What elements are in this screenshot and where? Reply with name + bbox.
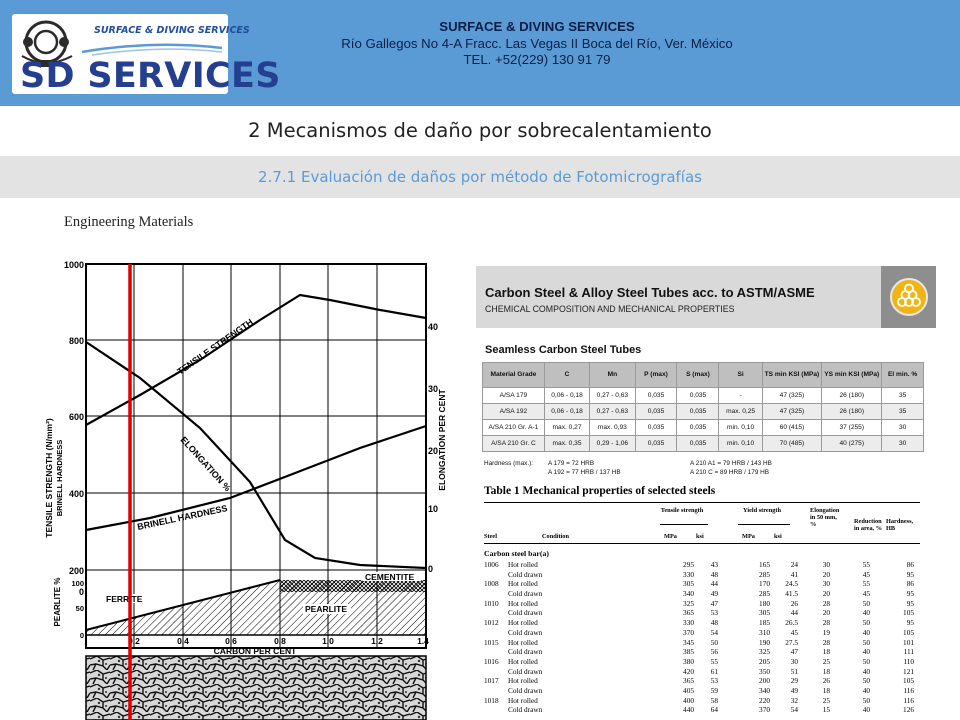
- table1-cell: 180: [759, 598, 770, 608]
- table1-row: [484, 705, 924, 715]
- table1-cell: 86: [906, 560, 914, 569]
- table1-cell: 95: [906, 598, 914, 608]
- x-tick: 0.4: [177, 636, 189, 646]
- left-tick: 0: [78, 587, 84, 597]
- table1-cell: 50: [862, 598, 870, 608]
- table1-cell: 200: [759, 676, 770, 686]
- table1-cell: 50: [862, 656, 870, 666]
- table1-cell: 1006: [484, 560, 499, 569]
- table1-cell: 305: [683, 579, 694, 589]
- table1-cell: 18: [822, 685, 830, 695]
- table1-header-rule: [484, 543, 920, 544]
- table1-cell: 330: [683, 569, 694, 579]
- table1-row: [484, 696, 924, 706]
- x-tick: 0.2: [128, 636, 140, 646]
- table1-cell: 365: [683, 608, 694, 618]
- table1-cell: 40: [862, 647, 870, 657]
- table1-cell: 15: [822, 705, 830, 715]
- page-subtitle: 2.7.1 Evaluación de daños por método de Fotomicrografías: [258, 168, 702, 186]
- table1-cell: 41: [790, 569, 798, 579]
- table1-cell: 28: [822, 618, 830, 628]
- astm-col-header: Si: [719, 363, 762, 388]
- pearlite-tick: 0: [79, 631, 84, 640]
- table1-cell: 26: [822, 676, 830, 686]
- astm-cell: 0,27 - 0,63: [590, 404, 635, 420]
- hardness-note: A 192 = 77 HRB / 137 HB: [548, 469, 621, 476]
- table1-cell: 50: [710, 637, 718, 647]
- hardness-notes-a: [548, 459, 621, 477]
- right-tick: 10: [428, 504, 439, 514]
- table1-cell: 64: [710, 705, 718, 715]
- table1-cell: 58: [710, 695, 718, 705]
- table1-cell: 116: [903, 685, 914, 695]
- table1-cell: Cold drawn: [508, 569, 543, 579]
- astm-cell: A/SA 210 Gr. A-1: [483, 420, 545, 436]
- table1-cell: 53: [710, 676, 718, 686]
- astm-col-header: S (max): [677, 363, 719, 388]
- table1-cell: Cold drawn: [508, 608, 543, 618]
- table1-cell: 30: [790, 656, 798, 666]
- table1-cell: Hot rolled: [508, 676, 538, 686]
- table1-cell: 126: [903, 705, 914, 715]
- astm-col-header: TS min KSI (MPa): [762, 363, 822, 388]
- table1-cell: 55: [710, 656, 718, 666]
- right-tick: 40: [428, 322, 439, 332]
- table1-cell: Hot rolled: [508, 598, 538, 608]
- x-tick: 0.6: [225, 636, 237, 646]
- table1-cell: 121: [903, 666, 914, 676]
- hardness-note: A 210 C = 89 HRB / 179 HB: [690, 469, 770, 476]
- astm-cell: A/SA 210 Gr. C: [483, 436, 545, 452]
- t1-head-hardness: Hardness, HB: [886, 518, 914, 532]
- table1-cell: 105: [903, 608, 914, 618]
- table1-cell: 95: [906, 569, 914, 579]
- astm-cell: 0,06 - 0,18: [544, 404, 589, 420]
- table1-cell: 25: [822, 695, 830, 705]
- table1-cell: 305: [759, 608, 770, 618]
- table1-cell: Cold drawn: [508, 685, 543, 695]
- t1-head-ksi2: ksi: [774, 533, 782, 540]
- table1-cell: Hot rolled: [508, 560, 538, 569]
- table1-cell: Cold drawn: [508, 647, 543, 657]
- table1-cell: 165: [759, 560, 770, 569]
- t1-head-yield: Yield strength: [743, 507, 781, 514]
- table1-row: [484, 618, 924, 628]
- x-tick: 0.8: [274, 636, 286, 646]
- table1-row: [484, 676, 924, 686]
- table1-cell: 420: [683, 666, 694, 676]
- spec-header: [476, 266, 936, 328]
- t1-tensile-rule: [660, 524, 708, 525]
- t1-head-elongation: Elongation in 50 mm, %: [810, 507, 840, 528]
- astm-cell: 70 (485): [762, 436, 822, 452]
- table1-cell: Cold drawn: [508, 589, 543, 599]
- table1-cell: 30: [822, 579, 830, 589]
- astm-cell: -: [719, 388, 762, 404]
- company-address: Río Gallegos No 4-A Fracc. Las Vegas II Boca del Río, Ver. México: [341, 35, 733, 51]
- astm-col-header: Mn: [590, 363, 635, 388]
- astm-cell: 0,035: [677, 436, 719, 452]
- table1-cell: 53: [710, 608, 718, 618]
- t1-head-condition: Condition: [542, 533, 569, 540]
- table1-row: [484, 560, 924, 570]
- astm-cell: 47 (325): [762, 404, 822, 420]
- table1-top-rule: [484, 502, 920, 503]
- logo-wordmark: SD SERVICES: [20, 56, 281, 96]
- astm-col-header: Material Grade: [483, 363, 545, 388]
- table1-cell: 26.5: [785, 618, 798, 628]
- table1-cell: 41.5: [785, 589, 798, 599]
- table1-cell: 385: [683, 647, 694, 657]
- logo-tagline: SURFACE & DIVING SERVICES: [94, 25, 250, 36]
- table1-row: [484, 686, 924, 696]
- table1-cell: 25: [822, 656, 830, 666]
- right-tick: 20: [428, 446, 439, 456]
- elongation-label: ELONGATION %: [178, 434, 233, 494]
- ferrite-label: FERRITE: [106, 594, 143, 604]
- seamless-section-title: Seamless Carbon Steel Tubes: [485, 344, 642, 356]
- table1-cell: 18: [822, 666, 830, 676]
- table1-cell: 40: [862, 666, 870, 676]
- table1-cell: 310: [759, 627, 770, 637]
- table1-body: [484, 560, 924, 715]
- t1-head-mpa2: MPa: [742, 533, 755, 540]
- header-bar: [0, 0, 960, 106]
- table1-cell: 61: [710, 666, 718, 676]
- table1-cell: 48: [710, 569, 718, 579]
- astm-cell: 30: [882, 420, 924, 436]
- t1-head-tensile: Tensile strength: [660, 507, 704, 514]
- table1-cell: 47: [790, 647, 798, 657]
- table1-cell: 28: [822, 598, 830, 608]
- astm-col-header: C: [544, 363, 589, 388]
- table1-cell: 51: [790, 666, 798, 676]
- astm-cell: 0,035: [677, 420, 719, 436]
- table1-row: [484, 638, 924, 648]
- hardness-label: Hardness (max.):: [484, 460, 534, 467]
- table1-row: [484, 657, 924, 667]
- right-tick: 30: [428, 384, 439, 394]
- table1-cell: 49: [710, 589, 718, 599]
- table1-cell: 26: [790, 598, 798, 608]
- table1-cell: 185: [759, 618, 770, 628]
- table1-cell: 56: [710, 647, 718, 657]
- table1-row: [484, 628, 924, 638]
- table1-cell: Hot rolled: [508, 579, 538, 589]
- table1-cell: 43: [710, 560, 718, 569]
- astm-cell: A/SA 192: [483, 404, 545, 420]
- tube-bundle-icon: [890, 278, 928, 316]
- table1-cell: 28: [822, 637, 830, 647]
- table1-cell: 101: [903, 637, 914, 647]
- figure-caption: Engineering Materials: [64, 214, 194, 230]
- table1-cell: 325: [683, 598, 694, 608]
- tube-logo: [881, 266, 936, 328]
- table1-cell: 30: [822, 560, 830, 569]
- pearlite-tick: 50: [75, 604, 84, 613]
- astm-cell: 30: [882, 436, 924, 452]
- t1-group-label: Carbon steel bar(a): [484, 549, 549, 558]
- table1-cell: 295: [683, 560, 694, 569]
- table1-cell: 1017: [484, 676, 499, 686]
- table1-cell: Cold drawn: [508, 666, 543, 676]
- company-logo: [12, 14, 281, 96]
- table1-cell: 45: [862, 589, 870, 599]
- table1-cell: 370: [759, 705, 770, 715]
- spec-subtitle: CHEMICAL COMPOSITION AND MECHANICAL PROPERTIES: [485, 304, 735, 314]
- left-axis-ticks: [64, 260, 84, 597]
- company-name: SURFACE & DIVING SERVICES: [439, 19, 635, 34]
- astm-cell: 47 (325): [762, 388, 822, 404]
- table1-cell: 40: [862, 685, 870, 695]
- brinell-hardness-label: BRINELL HARDNESS: [136, 503, 229, 532]
- pearlite-axis-title: PEARLITE %: [53, 577, 62, 627]
- table1-cell: 59: [710, 685, 718, 695]
- right-tick: 0: [428, 564, 434, 574]
- astm-row: [483, 436, 924, 452]
- table1-row: [484, 599, 924, 609]
- table1-cell: Cold drawn: [508, 627, 543, 637]
- table1-cell: 24.5: [785, 579, 798, 589]
- table1-cell: 330: [683, 618, 694, 628]
- table1-cell: 54: [790, 705, 798, 715]
- table1-cell: 220: [759, 695, 770, 705]
- x-tick: 1.4: [417, 636, 429, 646]
- y-left-title: TENSILE STRENGTH (N/mm²): [44, 418, 54, 538]
- table1-cell: 49: [790, 685, 798, 695]
- x-tick: 1.0: [322, 636, 334, 646]
- table1-cell: 20: [822, 589, 830, 599]
- table1-row: [484, 589, 924, 599]
- table1-cell: 110: [903, 656, 914, 666]
- hardness-note: A 179 = 72 HRB: [548, 460, 595, 467]
- table1-cell: 170: [759, 579, 770, 589]
- astm-cell: 35: [882, 388, 924, 404]
- table1-cell: 27.5: [785, 637, 798, 647]
- t1-head-ksi1: ksi: [696, 533, 704, 540]
- table1-cell: 400: [683, 695, 694, 705]
- table1-cell: 40: [862, 627, 870, 637]
- table1-cell: 365: [683, 676, 694, 686]
- page-title: 2 Mecanismos de daño por sobrecalentamiento: [248, 119, 712, 142]
- table1-cell: 40: [862, 705, 870, 715]
- astm-cell: max. 0,27: [544, 420, 589, 436]
- astm-col-header: P (max): [635, 363, 677, 388]
- table1-cell: 95: [906, 589, 914, 599]
- astm-cell: 0,035: [677, 404, 719, 420]
- hardness-note: A 210 A1 = 79 HRB / 143 HB: [690, 460, 772, 467]
- table1-cell: 350: [759, 666, 770, 676]
- table1-cell: 86: [906, 579, 914, 589]
- table1-cell: 50: [862, 695, 870, 705]
- astm-cell: 0,06 - 0,18: [544, 388, 589, 404]
- table1-cell: 285: [759, 569, 770, 579]
- table1-row: [484, 570, 924, 580]
- table1-row: [484, 579, 924, 589]
- table1-cell: Hot rolled: [508, 637, 538, 647]
- astm-cell: min. 0,10: [719, 436, 762, 452]
- hardness-notes-b: [690, 459, 772, 477]
- table1-cell: 54: [710, 627, 718, 637]
- astm-cell: 60 (415): [762, 420, 822, 436]
- astm-cell: 40 (275): [822, 436, 882, 452]
- table1-cell: 20: [822, 569, 830, 579]
- table1-cell: 440: [683, 705, 694, 715]
- table1-cell: 1015: [484, 637, 499, 647]
- table1-cell: 19: [822, 627, 830, 637]
- t1-yield-rule: [738, 524, 790, 525]
- left-tick: 1000: [63, 260, 84, 270]
- table1-cell: 1016: [484, 656, 499, 666]
- y-left-subtitle: BRINELL HARDNESS: [55, 439, 64, 517]
- astm-cell: 0,035: [635, 420, 677, 436]
- company-phone: TEL. +52(229) 130 91 79: [463, 52, 611, 67]
- table1-cell: 370: [683, 627, 694, 637]
- table1-cell: 55: [862, 560, 870, 569]
- table1-cell: 44: [710, 579, 718, 589]
- table1-cell: 325: [759, 647, 770, 657]
- table1-cell: 105: [903, 627, 914, 637]
- table1-cell: Cold drawn: [508, 705, 543, 715]
- spec-title: Carbon Steel & Alloy Steel Tubes acc. to ASTM/ASME: [485, 285, 815, 300]
- tensile-strength-label: TENSILE STRENGTH: [175, 316, 255, 377]
- x-axis-title: CARBON PER CENT: [213, 646, 297, 656]
- table1-cell: 44: [790, 608, 798, 618]
- astm-cell: 35: [882, 404, 924, 420]
- table1-cell: 45: [862, 569, 870, 579]
- table1-cell: 340: [759, 685, 770, 695]
- table1-cell: 116: [903, 695, 914, 705]
- table1-cell: 29: [790, 676, 798, 686]
- table1-cell: 50: [862, 618, 870, 628]
- table1-cell: 380: [683, 656, 694, 666]
- table1-cell: 105: [903, 676, 914, 686]
- astm-cell: min. 0,10: [719, 420, 762, 436]
- table1-cell: 47: [710, 598, 718, 608]
- table1-cell: 1012: [484, 618, 499, 628]
- x-tick: 1.2: [371, 636, 383, 646]
- astm-col-header: YS min KSI (MPa): [822, 363, 882, 388]
- table1-cell: 48: [710, 618, 718, 628]
- astm-cell: 0,27 - 0,63: [590, 388, 635, 404]
- table1-cell: 24: [790, 560, 798, 569]
- astm-cell: max. 0,35: [544, 436, 589, 452]
- table1-row: [484, 608, 924, 618]
- table1-cell: 20: [822, 608, 830, 618]
- table1-cell: 32: [790, 695, 798, 705]
- table1-cell: 95: [906, 618, 914, 628]
- astm-cell: 0,035: [677, 388, 719, 404]
- table1-cell: Hot rolled: [508, 656, 538, 666]
- left-tick: 800: [68, 336, 84, 346]
- table1-cell: 345: [683, 637, 694, 647]
- astm-table: [482, 362, 924, 452]
- astm-cell: 26 (180): [822, 388, 882, 404]
- table1-cell: 1010: [484, 598, 499, 608]
- table1-title: Table 1 Mechanical properties of selected steels: [484, 485, 716, 497]
- astm-cell: A/SA 179: [483, 388, 545, 404]
- table1-cell: 205: [759, 656, 770, 666]
- astm-cell: max. 0,25: [719, 404, 762, 420]
- company-info: [300, 19, 774, 69]
- table1-cell: 18: [822, 647, 830, 657]
- left-tick: 400: [68, 489, 84, 499]
- table1-cell: Hot rolled: [508, 695, 538, 705]
- table1-cell: 1008: [484, 579, 499, 589]
- table1-cell: 50: [862, 637, 870, 647]
- astm-cell: 0,035: [635, 436, 677, 452]
- t1-head-reduction: Reduction in area, %: [854, 518, 883, 532]
- t1-head-mpa1: MPa: [664, 533, 677, 540]
- astm-cell: max. 0,93: [590, 420, 635, 436]
- table1-cell: Hot rolled: [508, 618, 538, 628]
- pearlite-tick: 100: [71, 579, 84, 588]
- astm-cell: 37 (255): [822, 420, 882, 436]
- astm-row: [483, 404, 924, 420]
- table1-cell: 190: [759, 637, 770, 647]
- table1-cell: 405: [683, 685, 694, 695]
- table1-cell: 340: [683, 589, 694, 599]
- astm-row: [483, 388, 924, 404]
- astm-cell: 0,035: [635, 404, 677, 420]
- table1-cell: 285: [759, 589, 770, 599]
- astm-cell: 26 (180): [822, 404, 882, 420]
- astm-cell: 0,035: [635, 388, 677, 404]
- steel-spec-panel: [476, 266, 936, 720]
- pearlite-label: PEARLITE: [305, 604, 348, 614]
- cementite-label: CEMENTITE: [365, 572, 415, 582]
- y-right-title: ELONGATION PER CENT: [437, 389, 447, 491]
- astm-header-row: [483, 363, 924, 388]
- table1-cell: 45: [790, 627, 798, 637]
- table1-cell: 55: [862, 579, 870, 589]
- left-tick: 200: [68, 566, 84, 576]
- table1-cell: 50: [862, 676, 870, 686]
- table1-row: [484, 667, 924, 677]
- t1-head-steel: Steel: [484, 533, 497, 540]
- table1-cell: 111: [903, 647, 914, 657]
- astm-row: [483, 420, 924, 436]
- astm-cell: 0,29 - 1,06: [590, 436, 635, 452]
- astm-col-header: El min. %: [882, 363, 924, 388]
- table1-cell: 40: [862, 608, 870, 618]
- table1-row: [484, 647, 924, 657]
- table1-cell: 1018: [484, 695, 499, 705]
- left-tick: 600: [68, 412, 84, 422]
- logo-swoosh-icon: [82, 42, 222, 56]
- microstructure-strip: [86, 656, 426, 720]
- carbon-content-chart: [30, 250, 450, 720]
